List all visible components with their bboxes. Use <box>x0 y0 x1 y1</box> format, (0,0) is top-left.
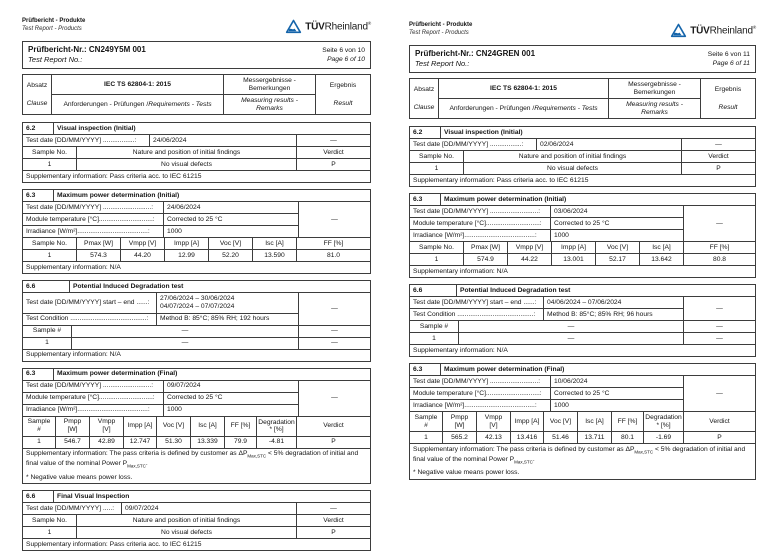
table-row-group <box>22 201 371 238</box>
col-sample: Sample # <box>22 416 56 437</box>
standard-name: IEC TS 62804-1: 2015 <box>51 74 224 95</box>
supplementary-info: Supplementary information: N/A <box>22 349 371 362</box>
pass-criteria-text: Supplementary information: The pass criteria is defined by customer as $\Delta P_{Max,STC} < 5\%$ degradation of initial and final value of the nominal Power $P_{Max,STC}$. <box>413 445 746 465</box>
section-number: 6.2 <box>409 126 441 139</box>
verdict-value: P <box>296 436 371 449</box>
pmpp-value: 546.7 <box>55 436 90 449</box>
results-label-en: Measuring results - Remarks <box>608 98 701 119</box>
test-condition-label: Test Condition .........................................: <box>409 308 544 321</box>
col-ff: FF [%] <box>224 416 257 437</box>
doc-type-en: Test Report - Products <box>22 25 82 32</box>
test-date-value: 10/06/2024 <box>550 375 684 388</box>
section-title: Maximum power determination (Final) <box>440 363 756 376</box>
col-findings: Nature and position of initial findings <box>463 150 682 163</box>
test-date-label: Test date [DD/MM/YYYY] ..........................: <box>409 205 551 218</box>
requirements-col-header <box>438 78 609 119</box>
impp-value: 13.416 <box>510 431 544 444</box>
section-title: Maximum power determination (Initial) <box>53 189 371 202</box>
degradation-value: -1.69 <box>643 431 684 444</box>
page-indicator <box>708 49 750 68</box>
col-sample-no: Sample No. <box>22 237 77 250</box>
module-temp-value: Corrected to 25 °C <box>550 217 684 230</box>
supplementary-info: Supplementary information: Pass criteria acc. to IEC 61215 <box>22 538 371 551</box>
section-pid-test <box>22 280 371 362</box>
section-number: 6.2 <box>22 122 54 135</box>
col-vmpp: Vmpp [V] <box>507 241 552 254</box>
remark-dash: — <box>683 205 756 242</box>
sample-no: 1 <box>409 332 459 345</box>
irradiance-value: 1000 <box>163 225 299 238</box>
clause-header-table <box>409 78 756 119</box>
brand-tuv: TÜV <box>305 21 325 33</box>
page-right <box>385 0 770 557</box>
table-row <box>409 265 756 278</box>
date-range-1: 04/06/2024 – 07/06/2024 <box>547 298 622 306</box>
right-dash: — <box>683 320 756 333</box>
col-isc: Isc [A] <box>639 241 684 254</box>
report-number-box <box>22 41 371 69</box>
isc-value: 13.711 <box>577 431 612 444</box>
right-dash: — <box>683 332 756 345</box>
report-number <box>28 45 146 64</box>
irradiance-value: 1000 <box>550 399 684 412</box>
mid-dash: — <box>71 325 299 338</box>
parameter-rows <box>22 380 299 417</box>
clause-header-table <box>22 74 371 115</box>
test-date-value: 09/07/2024 <box>121 502 297 515</box>
report-number-box <box>409 45 756 73</box>
pmpp-value: 565.2 <box>442 431 477 444</box>
section-title: Visual inspection (Initial) <box>440 126 756 139</box>
section-max-power-final <box>22 368 371 485</box>
table-row <box>22 170 371 183</box>
vmpp-value: 44.20 <box>120 249 165 262</box>
test-date-value: 09/07/2024 <box>163 380 299 393</box>
module-temp-value: Corrected to 25 °C <box>550 387 684 400</box>
verdict-value: P <box>683 431 756 444</box>
test-date-label: Test date [DD/MM/YYYY] start – end ......: <box>22 292 157 314</box>
supplementary-info: Supplementary information: Pass criteria acc. to IEC 61215 <box>409 174 756 187</box>
section-number: 6.6 <box>22 490 54 503</box>
ff-value: 79.9 <box>224 436 257 449</box>
remark-dash: — <box>296 502 371 515</box>
clause-col-header <box>409 78 439 119</box>
table-row-group <box>22 380 371 417</box>
supplementary-info <box>22 448 371 485</box>
col-impp: Impp [A] <box>164 237 209 250</box>
remark-dash: — <box>296 134 371 147</box>
module-temp-label: Module temperature [°C].............................: <box>22 213 164 226</box>
page-indicator-de: Seite 6 von 10 <box>322 47 365 54</box>
degradation-unit: * [%] <box>656 421 671 429</box>
section-number: 6.3 <box>409 363 441 376</box>
sample-no: 1 <box>22 526 77 539</box>
col-voc: Voc [V] <box>543 411 578 432</box>
section-max-power-final <box>409 363 756 480</box>
table-row <box>22 74 371 115</box>
doc-type-en: Test Report - Products <box>409 29 469 36</box>
isc-value: 13.590 <box>252 249 297 262</box>
date-range-1: 27/06/2024 – 30/06/2024 <box>160 295 235 302</box>
result-label-de: Ergebnis <box>714 85 742 93</box>
col-sample-no: Sample No. <box>22 146 77 159</box>
module-temp-value: Corrected to 25 °C <box>163 213 299 226</box>
col-pmax: Pmax [W] <box>463 241 508 254</box>
results-label-en: Measuring results - Remarks <box>223 94 316 115</box>
section-final-visual-inspection <box>22 490 371 551</box>
section-number: 6.6 <box>409 284 457 297</box>
doc-type-de: Prüfbericht - Produkte <box>22 18 86 24</box>
section-title: Maximum power determination (Final) <box>53 368 371 381</box>
col-findings: Nature and position of initial findings <box>76 146 297 159</box>
col-findings: Nature and position of initial findings <box>76 514 297 527</box>
col-ff: FF [%] <box>683 241 756 254</box>
parameter-rows <box>22 292 299 326</box>
col-voc: Voc [V] <box>595 241 640 254</box>
col-ff: FF [%] <box>611 411 644 432</box>
table-row-group <box>409 296 756 321</box>
col-voc: Voc [V] <box>208 237 253 250</box>
col-pmpp: Pmpp [W] <box>442 411 477 432</box>
verdict-value: P <box>681 162 756 175</box>
sample-no: 1 <box>409 253 464 266</box>
registered-mark: ® <box>367 20 371 26</box>
test-condition-value: Method B: 85°C; 85% RH; 96 hours <box>543 308 684 321</box>
degradation-label: Degradation <box>645 414 682 421</box>
table-row-group <box>409 205 756 242</box>
irradiance-value: 1000 <box>550 229 684 242</box>
col-isc: Isc [A] <box>190 416 225 437</box>
table-row <box>409 443 756 480</box>
finding-value: No visual defects <box>463 162 682 175</box>
brand-tuv: TÜV <box>690 25 710 37</box>
test-date-label: Test date [DD/MM/YYYY] start – end ......: <box>409 296 544 309</box>
table-row <box>409 344 756 357</box>
result-label-en: Result <box>718 103 738 111</box>
parameter-rows <box>22 201 299 238</box>
ff-value: 81.0 <box>296 249 371 262</box>
report-number-en: Test Report No.: <box>415 59 470 68</box>
col-ff: FF [%] <box>296 237 371 250</box>
right-dash: — <box>298 337 371 350</box>
document-type <box>409 22 472 37</box>
voc-value: 51.30 <box>156 436 191 449</box>
col-verdict: Verdict <box>296 416 371 437</box>
clause-label-en: Clause <box>26 99 48 107</box>
col-sample-no: Sample No. <box>409 150 464 163</box>
col-pmax: Pmax [W] <box>76 237 121 250</box>
col-verdict: Verdict <box>296 146 371 159</box>
col-vmpp: Vmpp [V] <box>476 411 511 432</box>
remark-dash: — <box>298 380 371 417</box>
ff-value: 80.1 <box>611 431 644 444</box>
impp-value: 12.747 <box>123 436 157 449</box>
requirements-label-de: Anforderungen - Prüfungen / <box>449 104 535 112</box>
report-number <box>415 49 535 68</box>
power-loss-note: * Negative value means power loss. <box>413 469 520 477</box>
date-range-2: 04/07/2024 – 07/07/2024 <box>160 303 235 310</box>
vmpp-value: 44.22 <box>507 253 552 266</box>
page-indicator-en: Page 6 of 11 <box>712 60 750 67</box>
requirements-label-en: Requirements - Tests <box>534 104 598 112</box>
results-label-de: Messergebnisse - Bemerkungen <box>223 74 316 95</box>
remark-dash: — <box>683 375 756 412</box>
requirements-label-en: Requirements - Tests <box>148 100 212 108</box>
brand-rheinland: Rheinland <box>324 21 368 33</box>
power-loss-note: * Negative value means power loss. <box>26 473 133 481</box>
impp-value: 13.001 <box>551 253 596 266</box>
ff-value: 80.8 <box>683 253 756 266</box>
voc-value: 52.20 <box>208 249 253 262</box>
module-temp-label: Module temperature [°C].............................: <box>22 392 164 405</box>
table-row <box>409 78 756 119</box>
verdict-value: P <box>296 526 371 539</box>
col-degradation <box>256 416 297 437</box>
result-col-header <box>700 78 756 119</box>
col-degradation <box>643 411 684 432</box>
table-row <box>22 292 299 314</box>
col-sample: Sample # <box>409 411 443 432</box>
col-impp: Impp [A] <box>123 416 157 437</box>
irradiance-label: Irradiance [W/m²]......................................: <box>409 399 551 412</box>
test-condition-value: Method B: 85°C; 85% RH; 192 hours <box>156 313 299 326</box>
pmax-value: 574.9 <box>463 253 508 266</box>
col-verdict: Verdict <box>681 150 756 163</box>
tuv-rheinland-logo <box>285 19 371 34</box>
requirements-label <box>438 98 609 119</box>
section-max-power-initial <box>409 193 756 278</box>
section-title: Potential Induced Degradation test <box>69 280 371 293</box>
table-row <box>22 448 371 485</box>
impp-value: 12.99 <box>164 249 209 262</box>
sample-no: 1 <box>22 158 77 171</box>
supplementary-info: Supplementary information: N/A <box>22 261 371 274</box>
mid-dash: — <box>458 332 684 345</box>
test-date-value: 03/06/2024 <box>550 205 684 218</box>
degradation-label: Degradation <box>258 418 295 426</box>
brand-wordmark <box>690 25 756 36</box>
parameter-rows <box>409 296 684 321</box>
requirements-label-de: Anforderungen - Prüfungen / <box>63 100 149 108</box>
parameter-rows <box>409 375 684 412</box>
result-label-de: Ergebnis <box>329 81 357 89</box>
col-impp: Impp [A] <box>510 411 544 432</box>
test-date-range <box>156 292 299 314</box>
mid-dash: — <box>71 337 299 350</box>
page-indicator-en: Page 6 of 10 <box>327 56 365 63</box>
page-indicator-de: Seite 6 von 11 <box>707 51 750 58</box>
report-number-de: Prüfbericht-Nr.: CN24GREN 001 <box>415 49 536 58</box>
col-voc: Voc [V] <box>156 416 191 437</box>
degradation-unit: * [%] <box>269 426 284 433</box>
doc-type-de: Prüfbericht - Produkte <box>409 22 473 28</box>
test-date-label: Test date [DD/MM/YYYY] .................: <box>22 134 150 147</box>
table-row <box>22 261 371 274</box>
voc-value: 51.46 <box>543 431 578 444</box>
col-vmpp: Vmpp [V] <box>120 237 165 250</box>
table-header-row <box>22 416 371 437</box>
col-sample: Sample # <box>22 325 72 338</box>
test-date-label: Test date [DD/MM/YYYY] ..........................: <box>22 201 164 214</box>
report-number-en: Test Report No.: <box>28 55 83 64</box>
requirements-label <box>51 94 224 115</box>
document-header <box>409 22 756 38</box>
result-label-en: Result <box>333 99 353 107</box>
table-row-group <box>409 375 756 412</box>
right-dash: — <box>298 325 371 338</box>
sample-no: 1 <box>409 162 464 175</box>
finding-value: No visual defects <box>76 526 297 539</box>
finding-value: No visual defects <box>76 158 297 171</box>
test-date-label: Test date [DD/MM/YYYY] ..........................: <box>409 375 551 388</box>
col-verdict: Verdict <box>683 411 756 432</box>
module-temp-label: Module temperature [°C].............................: <box>409 387 551 400</box>
section-title: Potential Induced Degradation test <box>456 284 756 297</box>
vmpp-value: 42.89 <box>89 436 124 449</box>
mid-dash: — <box>458 320 684 333</box>
page-indicator <box>322 45 365 64</box>
col-sample-no: Sample No. <box>22 514 77 527</box>
section-max-power-initial <box>22 189 371 274</box>
supplementary-info: Supplementary information: N/A <box>409 344 756 357</box>
pass-criteria-text: Supplementary information: The pass criteria is defined by customer as $\Delta P_{Max,STC} < 5\%$ degradation of initial and final value of the nominal Power $P_{Max,STC}$. <box>26 450 359 469</box>
parameter-rows <box>409 205 684 242</box>
supplementary-info: Supplementary information: Pass criteria acc. to IEC 61215 <box>22 170 371 183</box>
brand-rheinland: Rheinland <box>709 25 753 37</box>
test-date-value: 24/06/2024 <box>163 201 299 214</box>
test-date-label: Test date [DD/MM/YYYY] .....: <box>22 502 122 515</box>
col-verdict: Verdict <box>296 514 371 527</box>
supplementary-info: Supplementary information: N/A <box>409 265 756 278</box>
brand-wordmark <box>305 21 371 32</box>
sample-no: 1 <box>22 337 72 350</box>
vmpp-value: 42.13 <box>476 431 511 444</box>
col-vmpp: Vmpp [V] <box>89 416 124 437</box>
result-col-header <box>315 74 371 115</box>
irradiance-label: Irradiance [W/m²]......................................: <box>22 225 164 238</box>
tuv-rheinland-logo <box>670 23 756 38</box>
remark-dash: — <box>298 292 371 326</box>
document-header <box>22 18 371 34</box>
results-col-header <box>608 78 701 119</box>
test-date-label: Test date [DD/MM/YYYY] .................: <box>409 138 537 151</box>
section-pid-test <box>409 284 756 357</box>
pmax-value: 574.3 <box>76 249 121 262</box>
table-row <box>22 538 371 551</box>
results-label-de: Messergebnisse - Bemerkungen <box>608 78 701 99</box>
table-row <box>22 349 371 362</box>
remark-dash: — <box>683 296 756 321</box>
table-header-row <box>409 411 756 432</box>
remark-dash: — <box>681 138 756 151</box>
section-number: 6.3 <box>22 189 54 202</box>
col-impp: Impp [A] <box>551 241 596 254</box>
section-visual-inspection-initial <box>409 126 756 187</box>
remark-dash: — <box>298 201 371 238</box>
clause-label-en: Clause <box>413 103 435 111</box>
registered-mark: ® <box>752 24 756 30</box>
clause-label-de: Absatz <box>413 85 435 93</box>
supplementary-info <box>409 443 756 480</box>
col-pmpp: Pmpp [W] <box>55 416 90 437</box>
requirements-col-header <box>51 74 224 115</box>
standard-name: IEC TS 62804-1: 2015 <box>438 78 609 99</box>
irradiance-label: Irradiance [W/m²]......................................: <box>409 229 551 242</box>
test-condition-label: Test Condition .........................................: <box>22 313 157 326</box>
col-isc: Isc [A] <box>577 411 612 432</box>
col-sample-no: Sample No. <box>409 241 464 254</box>
degradation-value: -4.81 <box>256 436 297 449</box>
sample-no: 1 <box>22 436 56 449</box>
document-type <box>22 18 85 33</box>
module-temp-value: Corrected to 25 °C <box>163 392 299 405</box>
test-date-value: 02/06/2024 <box>536 138 682 151</box>
section-title: Visual inspection (Initial) <box>53 122 371 135</box>
table-row-group <box>22 292 371 326</box>
tuv-triangle-icon <box>670 23 687 38</box>
irradiance-value: 1000 <box>163 404 299 417</box>
test-date-label: Test date [DD/MM/YYYY] ..........................: <box>22 380 164 393</box>
clause-label-de: Absatz <box>26 81 48 89</box>
module-temp-label: Module temperature [°C].............................: <box>409 217 551 230</box>
irradiance-label: Irradiance [W/m²]......................................: <box>22 404 164 417</box>
section-title: Maximum power determination (Initial) <box>440 193 756 206</box>
col-sample: Sample # <box>409 320 459 333</box>
test-date-value: 24/06/2024 <box>149 134 297 147</box>
section-number: 6.3 <box>409 193 441 206</box>
clause-col-header <box>22 74 52 115</box>
tuv-triangle-icon <box>285 19 302 34</box>
isc-value: 13.339 <box>190 436 225 449</box>
isc-value: 13.642 <box>639 253 684 266</box>
report-number-de: Prüfbericht-Nr.: CN249Y5M 001 <box>28 45 146 54</box>
results-col-header <box>223 74 316 115</box>
table-row <box>409 174 756 187</box>
verdict-value: P <box>296 158 371 171</box>
section-title: Final Visual Inspection <box>53 490 371 503</box>
voc-value: 52.17 <box>595 253 640 266</box>
sample-no: 1 <box>409 431 443 444</box>
section-number: 6.6 <box>22 280 70 293</box>
sample-no: 1 <box>22 249 77 262</box>
section-number: 6.3 <box>22 368 54 381</box>
section-visual-inspection-initial <box>22 122 371 183</box>
col-isc: Isc [A] <box>252 237 297 250</box>
